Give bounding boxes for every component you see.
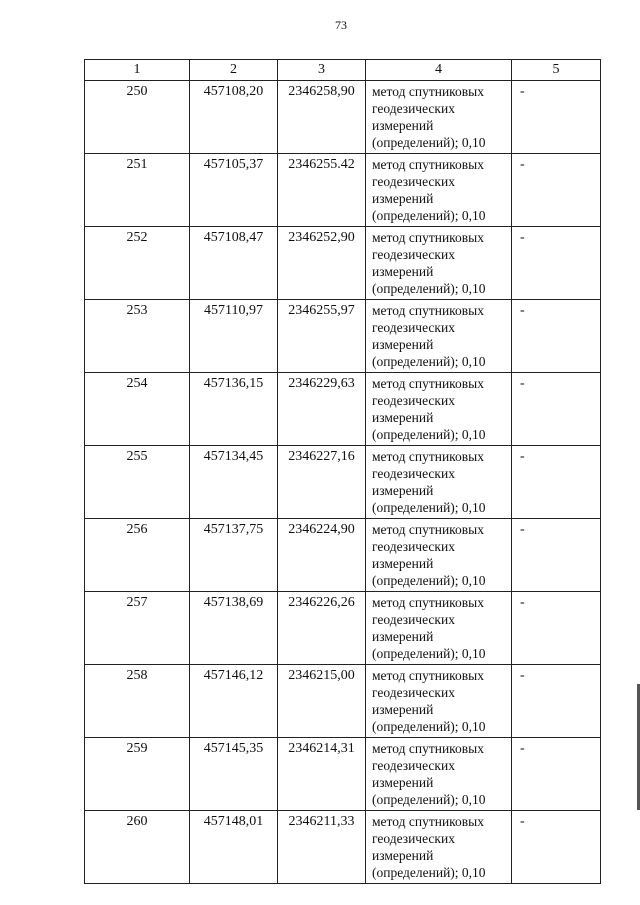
method-line: метод спутниковых: [372, 157, 484, 172]
method-line: геодезических: [372, 320, 455, 335]
method-line: (определений); 0,10: [372, 281, 486, 296]
x-coordinate-cell: 457148,01: [190, 811, 278, 884]
method-line: геодезических: [372, 247, 455, 262]
method-line: геодезических: [372, 758, 455, 773]
x-coordinate-cell: 457137,75: [190, 519, 278, 592]
table-row: [85, 446, 601, 519]
point-number-cell: 256: [85, 519, 190, 592]
note-cell: -: [512, 373, 601, 446]
method-line: метод спутниковых: [372, 449, 484, 464]
y-coordinate-cell: 2346255,97: [278, 300, 366, 373]
method-line: измерений: [372, 264, 434, 279]
method-line: геодезических: [372, 101, 455, 116]
header-col-1: 1: [85, 60, 190, 81]
note-cell: -: [512, 519, 601, 592]
x-coordinate-cell: 457145,35: [190, 738, 278, 811]
method-cell: [366, 738, 512, 811]
x-coordinate-cell: 457138,69: [190, 592, 278, 665]
method-line: (определений); 0,10: [372, 646, 486, 661]
point-number-cell: 257: [85, 592, 190, 665]
method-cell: [366, 81, 512, 154]
table-row: [85, 81, 601, 154]
point-number-cell: 251: [85, 154, 190, 227]
x-coordinate-cell: 457110,97: [190, 300, 278, 373]
table-row: [85, 592, 601, 665]
table-row: [85, 811, 601, 884]
x-coordinate-cell: 457146,12: [190, 665, 278, 738]
method-line: (определений); 0,10: [372, 573, 486, 588]
table-body: [85, 81, 601, 884]
y-coordinate-cell: 2346229,63: [278, 373, 366, 446]
header-col-5: 5: [512, 60, 601, 81]
table-row: [85, 227, 601, 300]
method-line: метод спутниковых: [372, 303, 484, 318]
method-line: (определений); 0,10: [372, 427, 486, 442]
method-line: (определений); 0,10: [372, 135, 486, 150]
method-line: измерений: [372, 410, 434, 425]
method-line: (определений); 0,10: [372, 500, 486, 515]
table-row: [85, 519, 601, 592]
method-line: измерений: [372, 556, 434, 571]
y-coordinate-cell: 2346224,90: [278, 519, 366, 592]
method-line: геодезических: [372, 466, 455, 481]
coordinates-table: [84, 59, 601, 884]
method-line: метод спутниковых: [372, 84, 484, 99]
method-cell: [366, 592, 512, 665]
point-number-cell: 259: [85, 738, 190, 811]
page-number: 73: [335, 18, 347, 32]
method-line: (определений); 0,10: [372, 792, 486, 807]
note-cell: -: [512, 665, 601, 738]
method-line: (определений); 0,10: [372, 719, 486, 734]
table-row: [85, 665, 601, 738]
method-line: метод спутниковых: [372, 668, 484, 683]
method-line: измерений: [372, 775, 434, 790]
method-line: измерений: [372, 118, 434, 133]
y-coordinate-cell: 2346227,16: [278, 446, 366, 519]
method-cell: [366, 373, 512, 446]
note-cell: -: [512, 738, 601, 811]
method-line: геодезических: [372, 539, 455, 554]
note-cell: -: [512, 300, 601, 373]
note-cell: -: [512, 592, 601, 665]
method-line: метод спутниковых: [372, 595, 484, 610]
method-line: метод спутниковых: [372, 814, 484, 829]
header-row: [85, 60, 601, 81]
note-cell: -: [512, 227, 601, 300]
method-cell: [366, 154, 512, 227]
table-row: [85, 154, 601, 227]
method-line: метод спутниковых: [372, 522, 484, 537]
y-coordinate-cell: 2346226,26: [278, 592, 366, 665]
note-cell: -: [512, 81, 601, 154]
table-row: [85, 373, 601, 446]
point-number-cell: 258: [85, 665, 190, 738]
method-line: (определений); 0,10: [372, 354, 486, 369]
point-number-cell: 250: [85, 81, 190, 154]
method-line: (определений); 0,10: [372, 208, 486, 223]
y-coordinate-cell: 2346215,00: [278, 665, 366, 738]
y-coordinate-cell: 2346252,90: [278, 227, 366, 300]
method-line: геодезических: [372, 174, 455, 189]
method-line: метод спутниковых: [372, 230, 484, 245]
point-number-cell: 254: [85, 373, 190, 446]
method-cell: [366, 227, 512, 300]
method-line: метод спутниковых: [372, 741, 484, 756]
method-line: (определений); 0,10: [372, 865, 486, 880]
note-cell: -: [512, 811, 601, 884]
y-coordinate-cell: 2346214,31: [278, 738, 366, 811]
method-line: измерений: [372, 191, 434, 206]
method-line: геодезических: [372, 831, 455, 846]
method-line: геодезических: [372, 393, 455, 408]
method-cell: [366, 811, 512, 884]
method-line: метод спутниковых: [372, 376, 484, 391]
point-number-cell: 252: [85, 227, 190, 300]
header-col-4: 4: [366, 60, 512, 81]
note-cell: -: [512, 154, 601, 227]
method-line: измерений: [372, 629, 434, 644]
method-cell: [366, 519, 512, 592]
point-number-cell: 255: [85, 446, 190, 519]
method-line: измерений: [372, 483, 434, 498]
table-row: [85, 300, 601, 373]
method-line: геодезических: [372, 685, 455, 700]
x-coordinate-cell: 457134,45: [190, 446, 278, 519]
point-number-cell: 260: [85, 811, 190, 884]
method-line: геодезических: [372, 612, 455, 627]
method-line: измерений: [372, 702, 434, 717]
x-coordinate-cell: 457108,20: [190, 81, 278, 154]
note-cell: -: [512, 446, 601, 519]
method-cell: [366, 665, 512, 738]
table-row: [85, 738, 601, 811]
x-coordinate-cell: 457105,37: [190, 154, 278, 227]
y-coordinate-cell: 2346258,90: [278, 81, 366, 154]
method-line: измерений: [372, 337, 434, 352]
x-coordinate-cell: 457108,47: [190, 227, 278, 300]
method-line: измерений: [372, 848, 434, 863]
method-cell: [366, 446, 512, 519]
method-cell: [366, 300, 512, 373]
y-coordinate-cell: 2346255.42: [278, 154, 366, 227]
header-col-2: 2: [190, 60, 278, 81]
y-coordinate-cell: 2346211,33: [278, 811, 366, 884]
x-coordinate-cell: 457136,15: [190, 373, 278, 446]
point-number-cell: 253: [85, 300, 190, 373]
header-col-3: 3: [278, 60, 366, 81]
